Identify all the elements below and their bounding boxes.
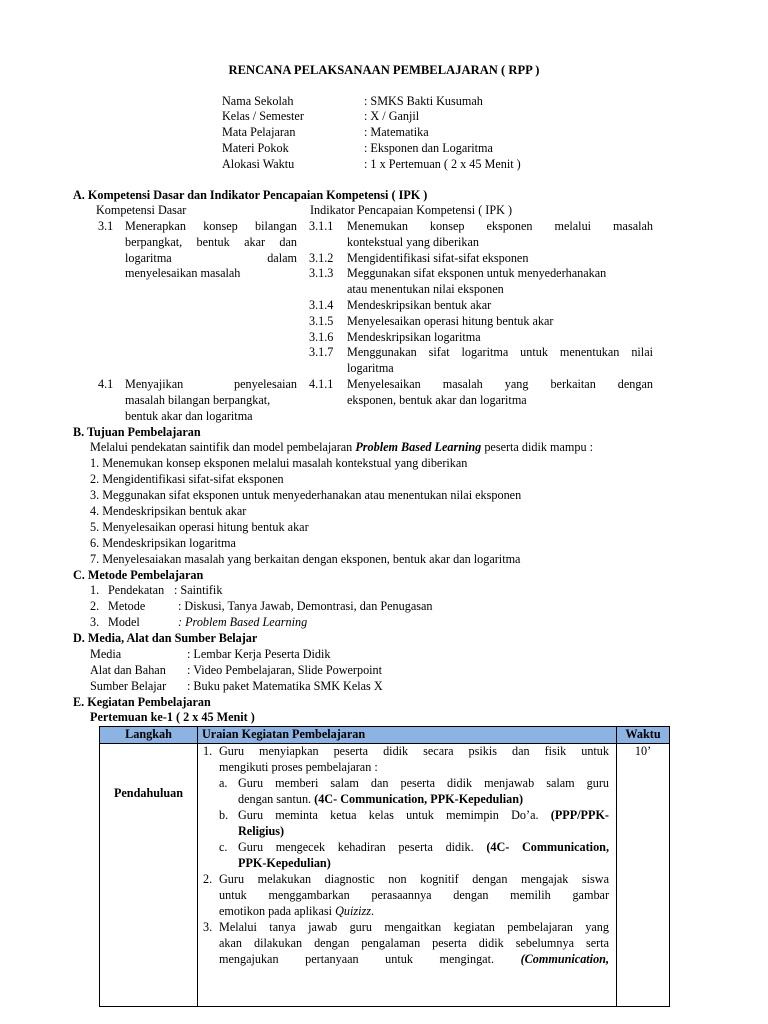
step-number: 3. — [203, 920, 213, 934]
step-text: mengikuti proses pembelajaran : — [219, 760, 378, 774]
ipk-line: logaritma — [347, 361, 394, 375]
kd1-line: logaritma dalam — [125, 251, 297, 265]
substep-tag: (PPP/PPK- — [550, 808, 609, 822]
substep-plain: dengan santun. — [238, 792, 315, 806]
substep-tag: (4C- Communication, PPK-Kepedulian) — [314, 792, 524, 806]
ipk-line: Mendeskripsikan logaritma — [347, 330, 481, 344]
intro-text: Melalui pendekatan saintifik dan model pembelajaran — [90, 440, 356, 454]
objective-item: 3. Meggunakan sifat eksponen untuk menyederhanakan atau menentukan nilai eksponen — [90, 488, 522, 502]
substep-number: a. — [219, 776, 228, 790]
step-number: 2. — [203, 872, 213, 886]
section-e-heading: E. Kegiatan Pembelajaran — [73, 695, 211, 709]
section-b-intro — [90, 440, 593, 455]
step-plain: . — [371, 904, 375, 918]
step-text: akan dilakukan dengan pengalaman peserta didik sebelumnya serta — [219, 936, 609, 950]
ipk2-line: Menyelesaikan masalah yang berkaitan dengan — [347, 377, 653, 391]
kd2-number: 4.1 — [98, 377, 114, 391]
substep-text — [238, 840, 609, 855]
identity-label-school: Nama Sekolah — [222, 94, 294, 108]
objective-item: 4. Mendeskripsikan bentuk akar — [90, 504, 247, 518]
cell-langkah — [100, 744, 198, 1007]
section-b-heading: B. Tujuan Pembelajaran — [73, 425, 201, 439]
kd1-line: berpangkat, bentuk akar dan — [125, 235, 297, 249]
kd1-line: menyelesaikan masalah — [125, 266, 241, 280]
kd2-line: Menyajikan penyelesaian — [125, 377, 297, 391]
step-text — [219, 952, 609, 967]
step-text: Melalui tanya jawab guru mengaitkan kegiatan pembelajaran yang — [219, 920, 609, 934]
header-waktu: Waktu — [617, 727, 670, 744]
ipk-number: 3.1.4 — [309, 298, 334, 312]
method-number: 3. — [90, 615, 100, 629]
step-tag: (Communication, — [520, 952, 609, 966]
substep-tag: PPK-Kepedulian) — [238, 856, 331, 870]
table-row — [100, 744, 670, 1007]
section-c-heading: C. Metode Pembelajaran — [73, 568, 204, 582]
substep-text — [238, 792, 523, 807]
step-text: untuk menggambarkan perasaannya dengan memilih gambar — [219, 888, 609, 902]
objective-item: 1. Menemukan konsep eksponen melalui masalah kontekstual yang diberikan — [90, 456, 468, 470]
ipk-line: Menggunakan sifat logaritma untuk menentukan nilai — [347, 345, 653, 359]
step-text: Guru menyiapkan peserta didik secara psikis dan fisik untuk — [219, 744, 609, 758]
app-name: Quizizz — [335, 904, 371, 918]
substep-text — [238, 808, 609, 823]
step-plain: emotikon pada aplikasi — [219, 904, 336, 918]
ipk-number: 3.1.2 — [309, 251, 334, 265]
ipk-line: Meggunakan sifat eksponen untuk menyederhanakan — [347, 266, 607, 280]
ipk-line: Mendeskripsikan bentuk akar — [347, 298, 492, 312]
ipk-line: Menemukan konsep eksponen melalui masalah — [347, 219, 653, 233]
identity-label-subject: Mata Pelajaran — [222, 125, 296, 139]
ipk-number: 3.1.3 — [309, 266, 334, 280]
objective-item: 6. Mendeskripsikan logaritma — [90, 536, 236, 550]
method-number: 1. — [90, 583, 100, 597]
kd1-line: Menerapkan konsep bilangan — [125, 219, 297, 233]
cell-uraian — [198, 744, 617, 1007]
langkah-pendahuluan: Pendahuluan — [113, 786, 184, 800]
activity-table — [99, 726, 670, 1007]
kd2-line: bentuk akar dan logaritma — [125, 409, 253, 423]
identity-value-class: : X / Ganjil — [364, 109, 420, 123]
identity-value-time: : 1 x Pertemuan ( 2 x 45 Menit ) — [364, 157, 521, 171]
meeting-label: Pertemuan ke-1 ( 2 x 45 Menit ) — [90, 710, 255, 724]
method-value: : Problem Based Learning — [178, 615, 308, 629]
col-ipk-header: Indikator Pencapaian Kompetensi ( IPK ) — [310, 203, 513, 217]
header-langkah: Langkah — [100, 727, 198, 744]
ipk-number: 3.1.5 — [309, 314, 334, 328]
media-value: : Lembar Kerja Peserta Didik — [187, 647, 331, 661]
substep-number: b. — [219, 808, 229, 822]
method-value: : Saintifik — [174, 583, 223, 597]
identity-value-topic: : Eksponen dan Logaritma — [364, 141, 493, 155]
intro-text-end: peserta didik mampu : — [481, 440, 593, 454]
ipk-line: atau menentukan nilai eksponen — [347, 282, 504, 296]
ipk-line: Mengidentifikasi sifat-sifat eksponen — [347, 251, 529, 265]
method-label: Metode — [108, 599, 146, 613]
section-a-heading: A. Kompetensi Dasar dan Indikator Pencapaian Kompetensi ( IPK ) — [73, 188, 428, 202]
substep-tag: Religius) — [238, 824, 285, 838]
media-value: : Buku paket Matematika SMK Kelas X — [187, 679, 383, 693]
section-d-heading: D. Media, Alat dan Sumber Belajar — [73, 631, 258, 645]
kd2-line: masalah bilangan berpangkat, — [125, 393, 271, 407]
step-text: Guru melakukan diagnostic non kognitif dengan mengajak siswa — [219, 872, 609, 886]
media-label: Sumber Belajar — [90, 679, 167, 693]
step-text — [219, 904, 374, 919]
ipk-number: 3.1.7 — [309, 345, 334, 359]
identity-value-school: : SMKS Bakti Kusumah — [364, 94, 483, 108]
identity-value-subject: : Matematika — [364, 125, 429, 139]
substep-number: c. — [219, 840, 228, 854]
method-label: Model — [108, 615, 140, 629]
ipk-line: kontekstual yang diberikan — [347, 235, 479, 249]
substep-plain: Guru mengecek kehadiran peserta didik. — [238, 840, 487, 854]
objective-item: 2. Mengidentifikasi sifat-sifat eksponen — [90, 472, 284, 486]
substep-tag: (4C- Communication, — [486, 840, 609, 854]
step-number: 1. — [203, 744, 213, 758]
method-number: 2. — [90, 599, 100, 613]
kd1-number: 3.1 — [98, 219, 114, 233]
ipk-line: Menyelesaikan operasi hitung bentuk akar — [347, 314, 554, 328]
media-label: Media — [90, 647, 122, 661]
objective-item: 7. Menyelesaiakan masalah yang berkaitan dengan eksponen, bentuk akar dan logaritma — [90, 552, 521, 566]
document-title: RENCANA PELAKSANAAN PEMBELAJARAN ( RPP ) — [228, 63, 540, 77]
ipk-number: 3.1.1 — [309, 219, 334, 233]
identity-label-class: Kelas / Semester — [222, 109, 304, 123]
col-kd-header: Kompetensi Dasar — [96, 203, 187, 217]
media-value: : Video Pembelajaran, Slide Powerpoint — [187, 663, 383, 677]
objective-item: 5. Menyelesaikan operasi hitung bentuk akar — [90, 520, 309, 534]
method-value: : Diskusi, Tanya Jawab, Demontrasi, dan Penugasan — [178, 599, 433, 613]
substep-plain: Guru meminta ketua kelas untuk memimpin Do’a. — [238, 808, 551, 822]
identity-label-time: Alokasi Waktu — [222, 157, 295, 171]
ipk2-number: 4.1.1 — [309, 377, 334, 391]
cell-waktu — [617, 744, 670, 1007]
media-label: Alat dan Bahan — [90, 663, 166, 677]
header-uraian: Uraian Kegiatan Pembelajaran — [198, 727, 617, 744]
table-header-row — [100, 727, 670, 744]
identity-label-topic: Materi Pokok — [222, 141, 289, 155]
substep-text: Guru memberi salam dan peserta didik menjawab salam guru — [238, 776, 609, 790]
waktu-value: 10’ — [634, 744, 652, 758]
ipk2-line: eksponen, bentuk akar dan logaritma — [347, 393, 527, 407]
method-label: Pendekatan — [108, 583, 165, 597]
intro-model-name: Problem Based Learning — [355, 440, 482, 454]
step-plain: mengajukan pertanyaan untuk mengingat. — [219, 952, 521, 966]
ipk-number: 3.1.6 — [309, 330, 334, 344]
